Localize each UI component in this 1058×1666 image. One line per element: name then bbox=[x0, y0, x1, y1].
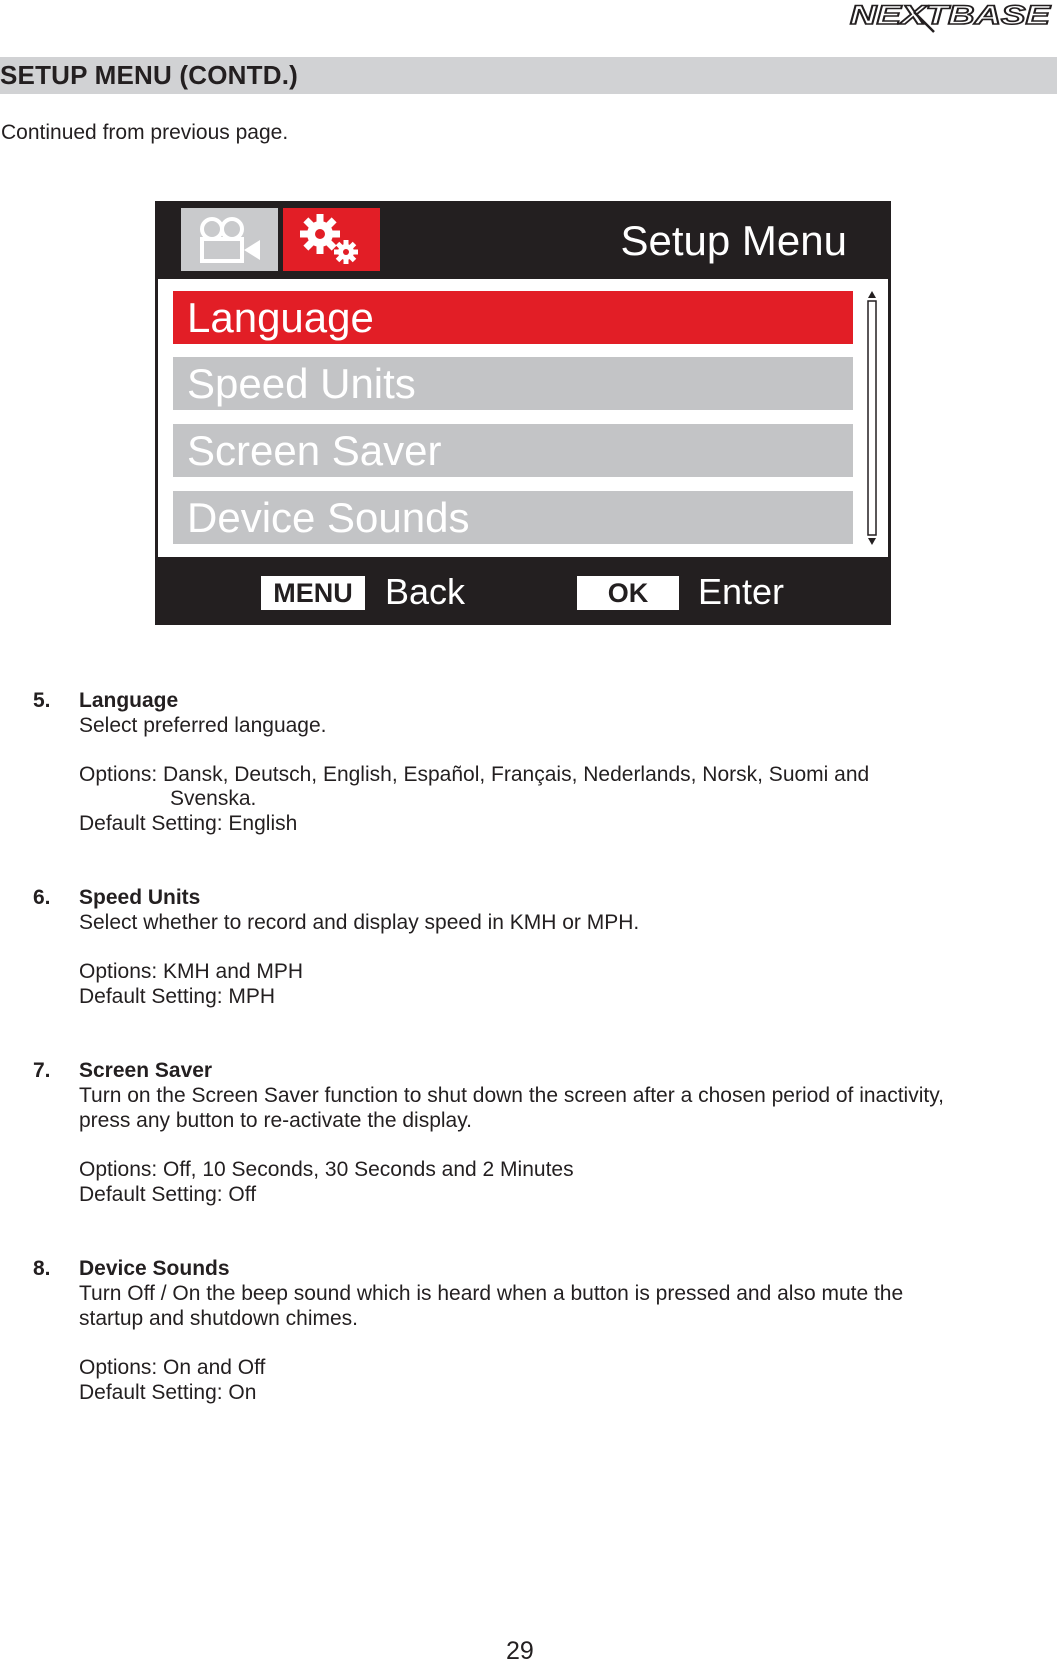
section-default: Default Setting: English bbox=[79, 812, 298, 835]
section-options: Options: Dansk, Deutsch, English, Español, Français, Nederlands, Norsk, Suomi and bbox=[79, 763, 870, 786]
section-title-device-sounds: Device Sounds bbox=[79, 1257, 230, 1280]
screen-footer bbox=[155, 557, 891, 625]
scroll-up-arrow-icon bbox=[868, 291, 876, 298]
section-description: Select preferred language. bbox=[79, 714, 327, 737]
section-title-language: Language bbox=[79, 689, 179, 712]
intro-text: Continued from previous page. bbox=[1, 121, 289, 144]
section-description-continued: press any button to re-activate the display. bbox=[79, 1109, 472, 1132]
tab-setup[interactable] bbox=[283, 208, 380, 271]
section-options: Options: KMH and MPH bbox=[79, 960, 304, 983]
section-default: Default Setting: MPH bbox=[79, 985, 276, 1008]
enter-label: Enter bbox=[698, 571, 785, 612]
section-title: SETUP MENU (CONTD.) bbox=[0, 60, 298, 90]
section-title-screen-saver: Screen Saver bbox=[79, 1059, 213, 1082]
ok-key[interactable]: OK bbox=[577, 576, 679, 610]
gears-icon bbox=[296, 212, 368, 268]
section-number: 7. bbox=[33, 1059, 51, 1082]
setup-menu-screen bbox=[155, 201, 891, 625]
section-default: Default Setting: Off bbox=[79, 1183, 257, 1206]
section-options: Options: On and Off bbox=[79, 1356, 266, 1379]
section-description-continued: startup and shutdown chimes. bbox=[79, 1307, 358, 1330]
svg-text:NEXTBASE: NEXTBASE bbox=[850, 0, 1052, 30]
scroll-down-arrow-icon bbox=[868, 538, 876, 545]
section-number: 6. bbox=[33, 886, 51, 909]
section-description: Select whether to record and display speed in KMH or MPH. bbox=[79, 911, 640, 934]
section-default: Default Setting: On bbox=[79, 1381, 257, 1404]
menu-item-device-sounds[interactable]: Device Sounds bbox=[173, 491, 853, 544]
menu-item-screen-saver[interactable]: Screen Saver bbox=[173, 424, 853, 477]
video-camera-icon bbox=[194, 215, 266, 265]
tab-video[interactable] bbox=[181, 208, 278, 271]
menu-item-language[interactable]: Language bbox=[173, 291, 853, 344]
section-options: Options: Off, 10 Seconds, 30 Seconds and 2 Minutes bbox=[79, 1158, 574, 1181]
menu-item-speed-units[interactable]: Speed Units bbox=[173, 357, 853, 410]
scrollbar[interactable] bbox=[865, 289, 879, 547]
screen-title: Setup Menu bbox=[620, 217, 847, 264]
section-title-speed-units: Speed Units bbox=[79, 886, 201, 909]
menu-list bbox=[158, 279, 888, 557]
section-number: 5. bbox=[33, 689, 51, 712]
section-options-continued: Svenska. bbox=[170, 787, 257, 810]
page-number: 29 bbox=[506, 1637, 534, 1665]
back-label: Back bbox=[385, 571, 466, 612]
section-description: Turn Off / On the beep sound which is heard when a button is pressed and also mute the bbox=[79, 1282, 904, 1305]
section-description: Turn on the Screen Saver function to shut down the screen after a chosen period of inactivity, bbox=[79, 1084, 944, 1107]
nextbase-logo bbox=[848, 0, 1056, 34]
menu-key[interactable]: MENU bbox=[261, 576, 365, 610]
section-number: 8. bbox=[33, 1257, 51, 1280]
